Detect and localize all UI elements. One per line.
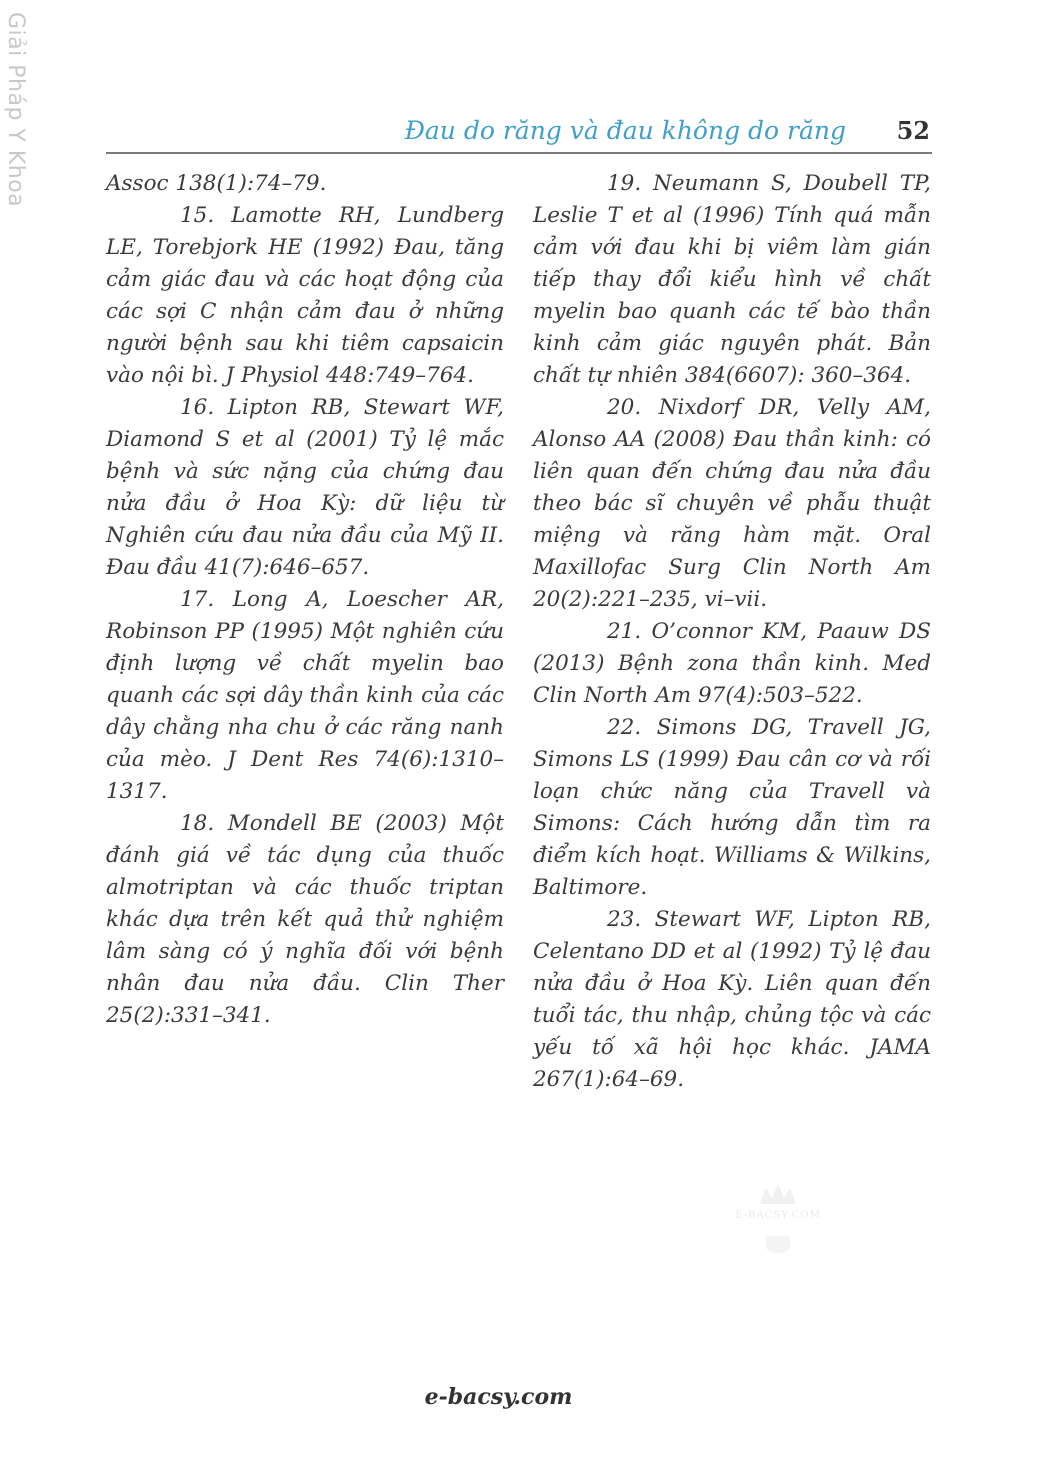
reference-16: 16. Lipton RB, Stewart WF, Diamond S et al (2001) Tỷ lệ mắc bệnh và sức nặng của chứng đau nửa đầu ở Hoa Kỳ: dữ liệu từ Nghiên cứu đau nửa đầu của Mỹ II. Đau đầu 41(7):646–657. (106, 395, 504, 580)
reference-continuation: Assoc 138(1):74–79. (106, 171, 327, 196)
reference-18: 18. Mondell BE (2003) Một đánh giá về tác dụng của thuốc almotriptan và các thuốc triptan khác dựa trên kết quả thử nghiệm lâm sàng có ý nghĩa đối với bệnh nhân đau nửa đầu. Clin Ther 25(2):331–341. (106, 811, 504, 1028)
watermark-text: E-BACSY.COM (735, 1210, 821, 1221)
reference-21: 21. O’connor KM, Paauw DS (2013) Bệnh zona thần kinh. Med Clin North Am 97(4):503–522. (533, 619, 931, 708)
reference-19: 19. Neumann S, Doubell TP, Leslie T et al (1996) Tính quá mẫn cảm với đau khi bị viêm làm gián tiếp thay đổi kiểu hình về chất myelin bao quanh các tế bào thần kinh cảm giác nguyên phát. Bản chất tự nhiên 384(6607): 360–364. (533, 171, 931, 388)
footer-site: e-bacsy.com (424, 1384, 573, 1410)
reference-22: 22. Simons DG, Travell JG, Simons LS (1999) Đau cân cơ và rối loạn chức năng của Travell và Simons: Cách hướng dẫn tìm ra điểm kích hoạt. Williams & Wilkins, Baltimore. (533, 715, 931, 900)
reference-15: 15. Lamotte RH, Lundberg LE, Torebjork HE (1992) Đau, tăng cảm giác đau và các hoạt động của các sợi C nhận cảm đau ở những người bệnh sau khi tiêm capsaicin vào nội bì. J Physiol 448:749–764. (106, 203, 504, 388)
left-column (106, 168, 504, 1032)
chapter-title: Đau do răng và đau không do răng (404, 116, 846, 145)
page-number: 52 (896, 116, 930, 145)
reference-23: 23. Stewart WF, Lipton RB, Celentano DD et al (1992) Tỷ lệ đau nửa đầu ở Hoa Kỳ. Liên quan đến tuổi tác, thu nhập, chủng tộc và các yếu tố xã hội học khác. JAMA 267(1):64–69. (533, 907, 931, 1092)
reference-17: 17. Long A, Loescher AR, Robinson PP (1995) Một nghiên cứu định lượng về chất myelin bao quanh các sợi dây thần kinh của các dây chằng nha chu ở các răng nanh của mèo. J Dent Res 74(6):1310–1317. (106, 587, 504, 804)
running-head (106, 112, 932, 154)
reference-20: 20. Nixdorf DR, Velly AM, Alonso AA (2008) Đau thần kinh: có liên quan đến chứng đau nửa đầu theo bác sĩ chuyên về phẫu thuật miệng và răng hàm mặt. Oral Maxillofac Surg Clin North Am 20(2):221–235, vi–vii. (533, 395, 931, 612)
right-column (533, 168, 931, 1096)
watermark-logo (728, 1178, 828, 1268)
side-label: Giải Pháp Y Khoa (3, 12, 28, 208)
crown-shield-icon (728, 1178, 828, 1268)
